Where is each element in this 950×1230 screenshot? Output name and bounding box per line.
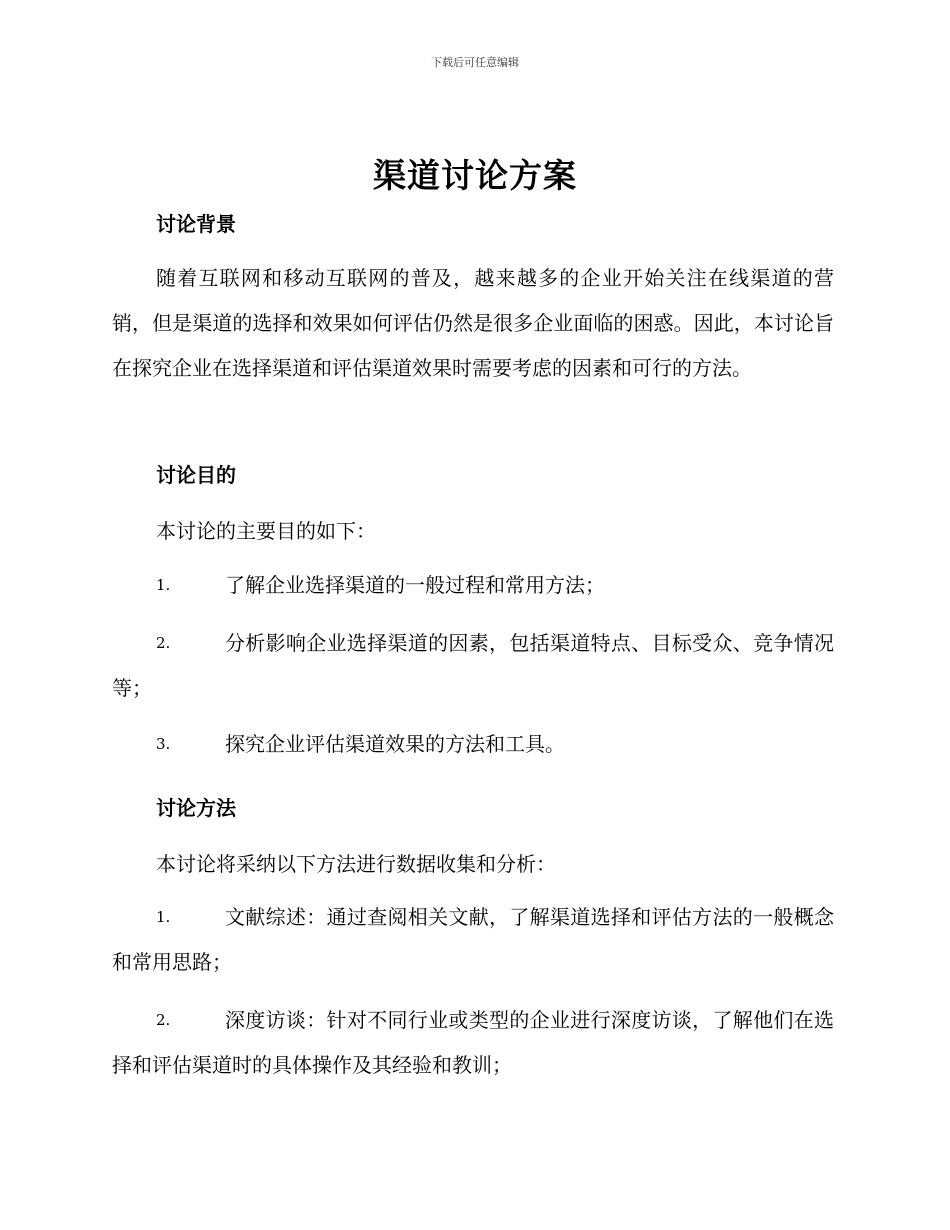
list-text: 深度访谈：针对不同行业或类型的企业进行深度访谈，了解他们在选择和评估渠道时的具体操作及其经验和教训；: [112, 1008, 834, 1077]
method-intro: 本讨论将采纳以下方法进行数据收集和分析：: [156, 852, 556, 876]
list-number: 1.: [156, 908, 171, 926]
header-note: 下载后可任意编辑: [431, 56, 519, 69]
method-list-item: [112, 998, 834, 1088]
section-heading-background: 讨论背景: [156, 212, 236, 236]
list-text: 文献综述：通过查阅相关文献，了解渠道选择和评估方法的一般概念和常用思路；: [112, 905, 834, 974]
purpose-list-item: [112, 563, 834, 608]
list-number: 2.: [156, 634, 171, 652]
background-paragraph: 随着互联网和移动互联网的普及，越来越多的企业开始关注在线渠道的营销，但是渠道的选择和效果如何评估仍然是很多企业面临的困惑。因此，本讨论旨在探究企业在选择渠道和评估渠道效果时需要考虑的因素和可行的方法。: [112, 266, 834, 380]
list-text: 了解企业选择渠道的一般过程和常用方法；: [225, 573, 605, 597]
purpose-list-item: [112, 722, 834, 767]
section-heading-purpose: 讨论目的: [156, 463, 236, 487]
list-number: 1.: [156, 576, 171, 594]
document-title: 渠道讨论方案: [373, 156, 577, 195]
list-number: 3.: [156, 735, 171, 753]
purpose-intro: 本讨论的主要目的如下：: [156, 519, 376, 543]
list-number: 2.: [156, 1011, 171, 1029]
method-list-item: [112, 895, 834, 985]
purpose-list-item: [112, 621, 834, 711]
list-text: 分析影响企业选择渠道的因素，包括渠道特点、目标受众、竞争情况等；: [112, 631, 834, 700]
section-heading-method: 讨论方法: [156, 796, 236, 820]
list-text: 探究企业评估渠道效果的方法和工具。: [225, 732, 565, 756]
